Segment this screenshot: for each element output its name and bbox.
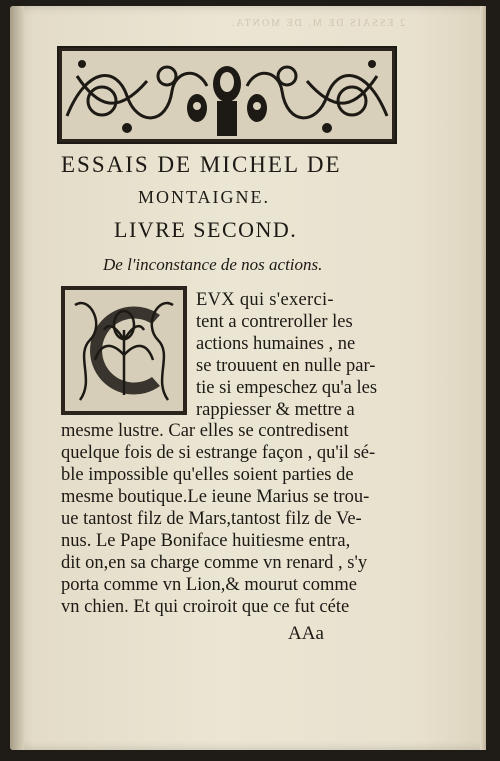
first-line: EVX qui s'exerci- (196, 290, 334, 310)
text-line: porta comme vn Lion,& mourut comme (61, 575, 357, 595)
text-line: rappiesser & mettre a (196, 400, 355, 420)
text-line: mesme lustre. Car elles se contredisent (61, 421, 349, 441)
book-title: LIVRE SECOND. (114, 217, 298, 242)
text-line: se trouuent en nulle par- (196, 356, 376, 376)
text-line: dit on,en sa charge comme vn renard , s'y (61, 553, 368, 573)
dropcap-initial (60, 285, 188, 416)
text-line: vn chien. Et qui croiroit que ce fut céte (61, 597, 350, 617)
text-line: tie si empeschez qu'a les (196, 378, 378, 398)
page-edge (480, 6, 486, 750)
text-line: nus. Le Pape Boniface huitiesme entra, (61, 531, 351, 551)
signature-mark: AAa (288, 623, 324, 644)
page-gutter (10, 6, 24, 750)
text-line: actions humaines , ne (196, 334, 356, 354)
header-line-1: ESSAIS DE MICHEL DE (61, 152, 342, 177)
headpiece-ornament (57, 46, 397, 144)
text-line: ue tantost filz de Mars,tantost filz de Ve- (61, 509, 362, 529)
header-line-2: MONTAIGNE. (138, 187, 271, 207)
show-through-text: 2 ESSAIS DE M. DE MONTA. (229, 18, 405, 29)
text-line: tent a contreroller les (196, 312, 353, 332)
text-line: quelque fois de si estrange façon , qu'il sé- (61, 443, 376, 463)
chapter-title: De l'inconstance de nos actions. (103, 255, 323, 274)
dropcap-letter: C (124, 375, 125, 376)
text-line: mesme boutique.Le ieune Marius se trou- (61, 487, 370, 507)
text-line: ble impossible qu'elles soient parties de (61, 465, 354, 485)
